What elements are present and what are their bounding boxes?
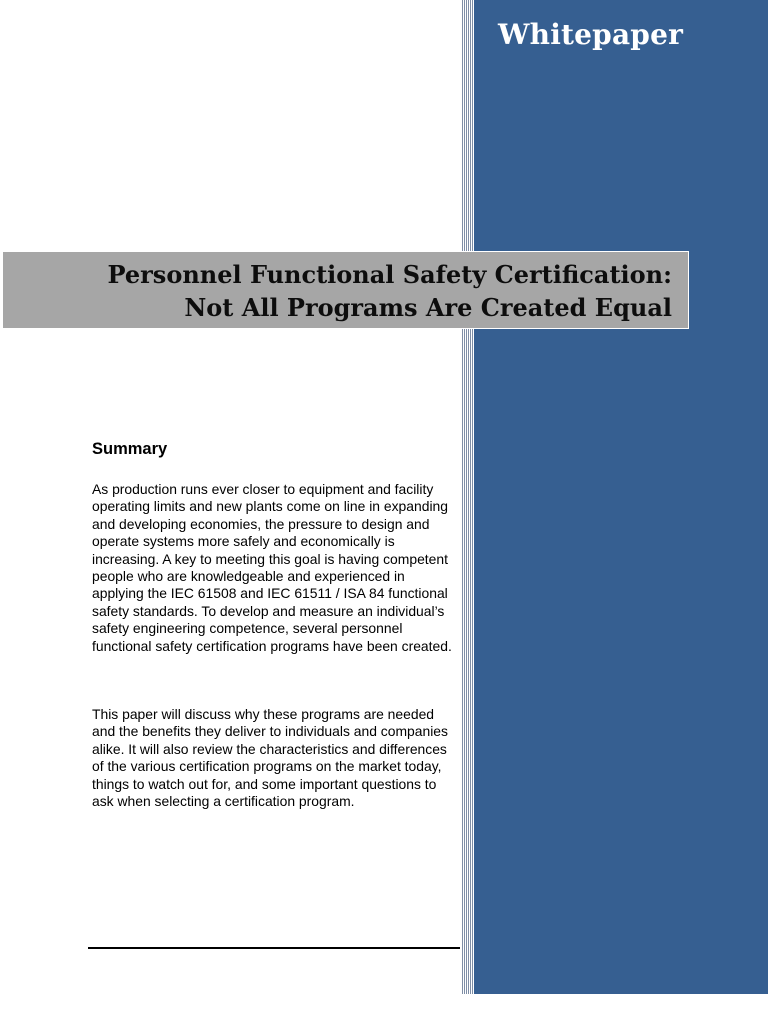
stripe-divider: [461, 0, 474, 994]
footer-rule: [88, 947, 460, 949]
title-band: [2, 251, 689, 329]
blue-side-panel: [474, 0, 768, 994]
title-line-1: Personnel Functional Safety Certification:: [107, 260, 672, 289]
summary-paragraph-2: This paper will discuss why these programs are needed and the benefits they deliver to individuals and companies alike. It will also review the characteristics and differences of the various certification programs on the market today, things to watch out for, and some important questions to ask when selecting a certification program.: [92, 706, 448, 810]
document-type-label: Whitepaper: [498, 18, 684, 51]
title-line-2: Not All Programs Are Created Equal: [184, 293, 672, 322]
document-title: [107, 258, 672, 324]
summary-paragraph-1: As production runs ever closer to equipment and facility operating limits and new plants come on line in expanding and developing economies, the pressure to design and operate systems more safely and economically is increasing. A key to meeting this goal is having competent people who are knowledgeable and experienced in applying the IEC 61508 and IEC 61511 / ISA 84 functional safety standards. To develop and measure an individual’s safety engineering competence, several personnel functional safety certification programs have been created.: [92, 481, 452, 654]
summary-heading: Summary: [92, 440, 168, 458]
